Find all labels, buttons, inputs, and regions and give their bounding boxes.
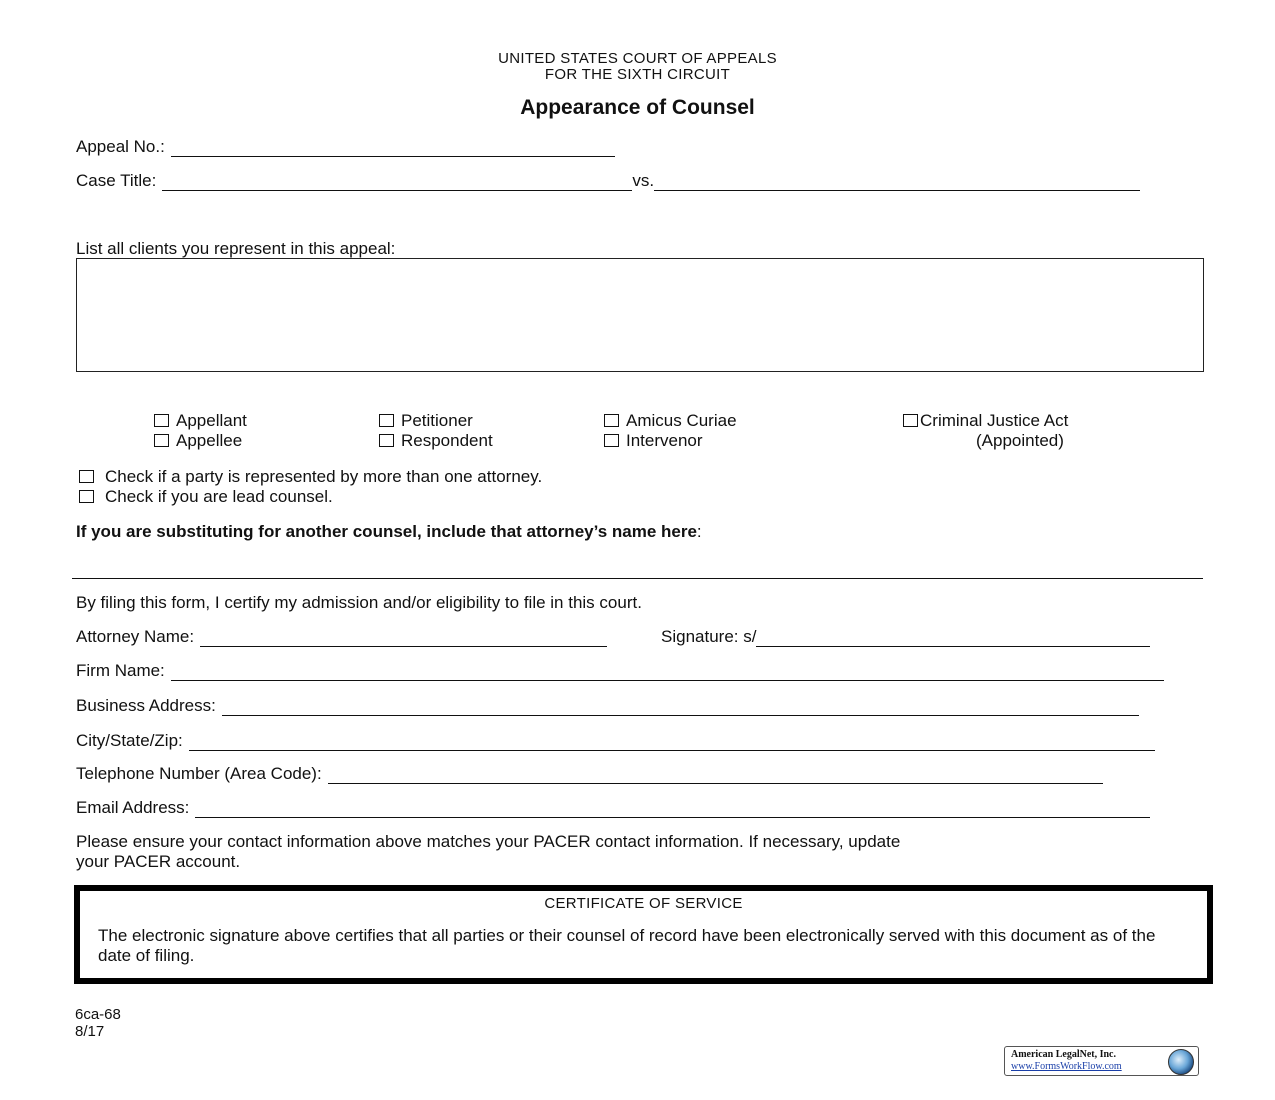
certify-text: By filing this form, I certify my admission and/or eligibility to file in this court.	[76, 593, 642, 612]
firm-name-label: Firm Name:	[76, 661, 165, 680]
appeal-no-row	[76, 137, 615, 157]
appellant-checkbox[interactable]	[154, 414, 169, 427]
respondent-option[interactable]	[379, 431, 493, 451]
cja-option[interactable]	[903, 411, 1068, 431]
multiple-attorneys-checkbox[interactable]	[79, 470, 94, 483]
lead-counsel-checkbox[interactable]	[79, 490, 94, 503]
case-title-party2-input[interactable]	[654, 176, 1140, 191]
petitioner-option[interactable]	[379, 411, 473, 431]
substitution-label: If you are substituting for another counsel, include that attorney’s name here	[76, 522, 697, 541]
signature-input[interactable]	[756, 632, 1150, 647]
form-number: 6ca-68	[75, 1006, 121, 1023]
business-address-row	[76, 696, 1139, 716]
firm-name-row	[76, 661, 1164, 681]
lead-counsel-label: Check if you are lead counsel.	[105, 487, 333, 506]
signature-label: Signature: s/	[661, 627, 757, 646]
city-state-zip-input[interactable]	[189, 736, 1155, 751]
vs-label: vs.	[632, 171, 655, 190]
petitioner-label: Petitioner	[401, 411, 473, 430]
court-name-line1: UNITED STATES COURT OF APPEALS	[498, 50, 777, 67]
firm-name-input[interactable]	[171, 666, 1164, 681]
appeal-no-label: Appeal No.:	[76, 137, 165, 156]
attorney-name-label: Attorney Name:	[76, 627, 195, 646]
cja-checkbox[interactable]	[903, 414, 918, 427]
clients-textarea[interactable]	[76, 258, 1204, 372]
cja-appointed-label: (Appointed)	[976, 431, 1064, 450]
case-title-label: Case Title:	[76, 171, 157, 190]
respondent-checkbox[interactable]	[379, 434, 394, 447]
email-label: Email Address:	[76, 798, 190, 817]
appeal-no-input[interactable]	[171, 142, 615, 157]
appellee-option[interactable]	[154, 431, 242, 451]
business-address-input[interactable]	[222, 701, 1139, 716]
amicus-label: Amicus Curiae	[626, 411, 737, 430]
amicus-checkbox[interactable]	[604, 414, 619, 427]
email-row	[76, 798, 1150, 818]
multiple-attorneys-option[interactable]	[79, 467, 542, 487]
amicus-option[interactable]	[604, 411, 737, 431]
lead-counsel-option[interactable]	[79, 487, 333, 507]
certificate-title: CERTIFICATE OF SERVICE	[544, 895, 743, 912]
appellant-option[interactable]	[154, 411, 247, 431]
business-address-label: Business Address:	[76, 696, 216, 715]
case-title-row	[76, 171, 1140, 191]
case-title-party1-input[interactable]	[162, 176, 632, 191]
pacer-notice-line1: Please ensure your contact information above matches your PACER contact information. If necessary, update	[76, 832, 901, 851]
certificate-text: The electronic signature above certifies that all parties or their counsel of record have been electronically served with this document as of the date of filing.	[98, 926, 1156, 965]
substitution-name-input[interactable]	[72, 578, 1203, 579]
appellant-label: Appellant	[176, 411, 247, 430]
telephone-input[interactable]	[328, 769, 1103, 784]
substitution-row	[76, 522, 702, 542]
city-state-zip-label: City/State/Zip:	[76, 731, 183, 750]
form-revision: 8/17	[75, 1023, 105, 1040]
appellee-label: Appellee	[176, 431, 243, 450]
appellee-checkbox[interactable]	[154, 434, 169, 447]
respondent-label: Respondent	[401, 431, 493, 450]
logo-company-name: American LegalNet, Inc.	[1011, 1049, 1116, 1060]
pacer-notice-line2: your PACER account.	[76, 852, 241, 871]
substitution-colon: :	[696, 522, 702, 541]
court-name-line2: FOR THE SIXTH CIRCUIT	[544, 66, 731, 83]
intervenor-label: Intervenor	[626, 431, 703, 450]
telephone-label: Telephone Number (Area Code):	[76, 764, 322, 783]
email-input[interactable]	[195, 803, 1150, 818]
logo-url-link[interactable]: www.FormsWorkFlow.com	[1011, 1061, 1122, 1072]
attorney-name-row	[76, 627, 607, 647]
telephone-row	[76, 764, 1103, 784]
publisher-logo[interactable]	[1004, 1046, 1199, 1076]
petitioner-checkbox[interactable]	[379, 414, 394, 427]
certificate-of-service	[74, 885, 1213, 984]
clients-label: List all clients you represent in this appeal:	[76, 239, 396, 258]
signature-row	[661, 627, 1150, 647]
intervenor-option[interactable]	[604, 431, 703, 451]
globe-icon	[1168, 1049, 1194, 1075]
intervenor-checkbox[interactable]	[604, 434, 619, 447]
attorney-name-input[interactable]	[200, 632, 607, 647]
cja-label: Criminal Justice Act	[920, 411, 1069, 430]
multiple-attorneys-label: Check if a party is represented by more than one attorney.	[105, 467, 543, 486]
city-state-zip-row	[76, 731, 1155, 751]
page-title: Appearance of Counsel	[520, 96, 755, 119]
